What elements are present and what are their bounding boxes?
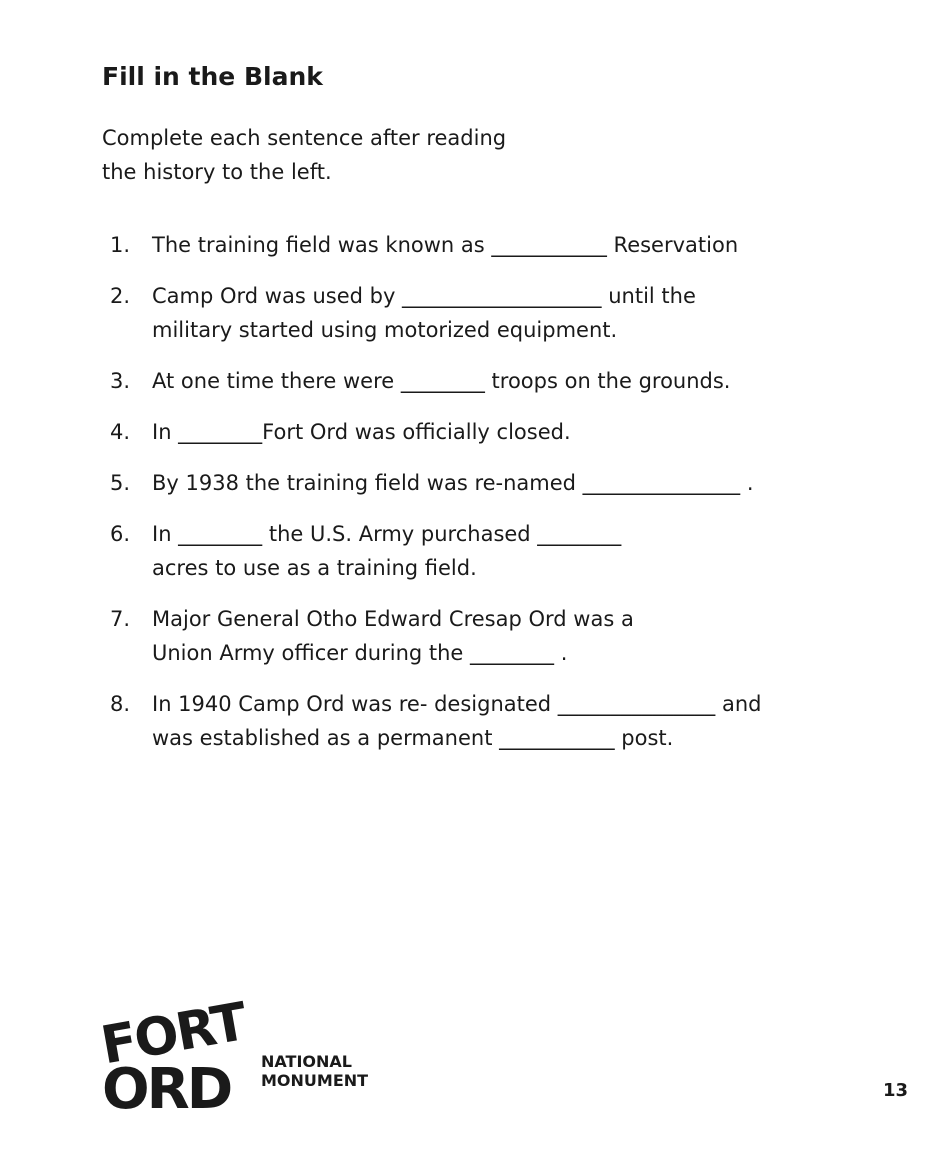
question-line: In ________Fort Ord was officially closed. bbox=[152, 420, 571, 444]
question-line: By 1938 the training field was re-named _______________ . bbox=[152, 471, 754, 495]
question-number: 3. bbox=[110, 369, 131, 393]
question-text bbox=[152, 415, 792, 449]
logo-word-fort: FORT bbox=[96, 992, 250, 1077]
question-number: 7. bbox=[110, 607, 131, 631]
question-number: 4. bbox=[110, 420, 131, 444]
question-line: acres to use as a training field. bbox=[152, 556, 477, 580]
question-number: 1. bbox=[110, 233, 131, 257]
question-line: In 1940 Camp Ord was re- designated _______________ and bbox=[152, 692, 762, 716]
instructions-line-2: the history to the left. bbox=[102, 160, 332, 184]
logo-word-ord: ORD bbox=[102, 1057, 231, 1115]
question-line: The training field was known as ___________ Reservation bbox=[152, 233, 739, 257]
question-line: Union Army officer during the ________ . bbox=[152, 641, 568, 665]
question-line: military started using motorized equipment. bbox=[152, 318, 618, 342]
question-line: Major General Otho Edward Cresap Ord was a bbox=[152, 607, 634, 631]
question-text bbox=[152, 602, 792, 670]
question-line: Camp Ord was used by ___________________ until the bbox=[152, 284, 696, 308]
question-number: 8. bbox=[110, 692, 131, 716]
question-line: was established as a permanent ___________ post. bbox=[152, 726, 674, 750]
question-number: 5. bbox=[110, 471, 131, 495]
instructions bbox=[102, 121, 522, 189]
logo-subtitle-monument: MONUMENT bbox=[261, 1071, 369, 1090]
logo-subtitle-national: NATIONAL bbox=[261, 1052, 352, 1071]
question-number: 6. bbox=[110, 522, 131, 546]
page-number: 13 bbox=[882, 1080, 908, 1101]
question-line: In ________ the U.S. Army purchased ________ bbox=[152, 522, 622, 546]
question-text bbox=[152, 466, 792, 500]
question-line: At one time there were ________ troops on the grounds. bbox=[152, 369, 731, 393]
instructions-line-1: Complete each sentence after reading bbox=[102, 126, 507, 150]
question-text bbox=[152, 279, 792, 347]
question-text bbox=[152, 364, 792, 398]
question-number: 2. bbox=[110, 284, 131, 308]
question-text bbox=[152, 687, 792, 755]
page-title: Fill in the Blank bbox=[102, 62, 323, 91]
fort-ord-logo bbox=[94, 990, 384, 1115]
question-text bbox=[152, 228, 792, 262]
question-text bbox=[152, 517, 792, 585]
